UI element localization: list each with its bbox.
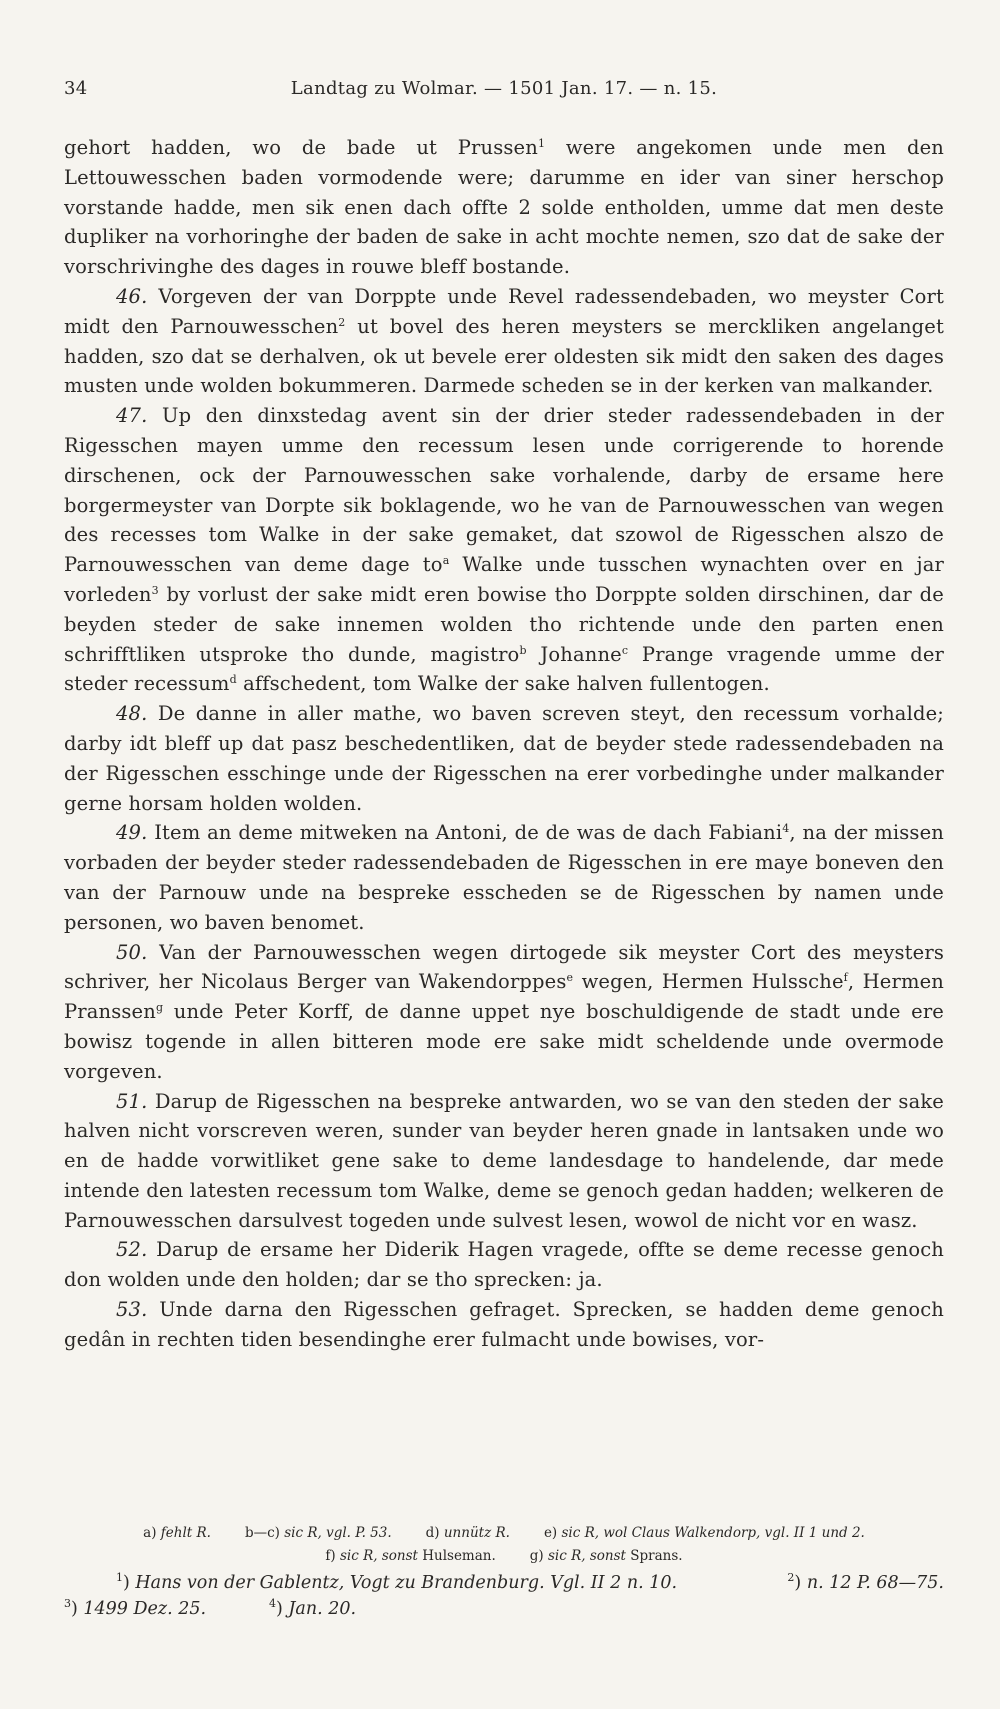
note-text: fehlt R. [160, 1525, 211, 1541]
paragraph-number: 51. [116, 1089, 148, 1113]
text: Unde darna den Rigesschen gefraget. Sprecken, se hadden deme genoch gedân in rechten tiden besendinghe erer fulmacht unde bowises, vor- [64, 1298, 944, 1351]
paragraph-continuation [64, 133, 944, 282]
paragraph-49 [64, 818, 944, 937]
text: Darup de Rigesschen na bespreke antwarden, wo se van den steden der sake halven nicht vorscreven weren, sunder van beyder heren gnade in lantsaken unde wo en de hadde vorwitliket gene sake to deme landesdage to handelende, dar mede intende den latesten recessum tom Walke, deme se genoch gedan hadden; welkeren de Parnouwesschen darsulvest togeden unde sulvest lesen, wowol de nicht vor en wasz. [64, 1089, 944, 1232]
note-label: f) [325, 1548, 336, 1564]
running-title: Landtag zu Wolmar. — 1501 Jan. 17. — n. 15. [290, 78, 718, 99]
footnotes [64, 1570, 944, 1622]
footnote-4: $^4$) Jan. 20. [269, 1597, 357, 1619]
text: , Hermen Pranssen [64, 970, 944, 1024]
text: Van der Parnouwesschen wegen dirtogede sik meyster Cort des meysters schriver, her Nicolaus Berger van Wakendorppes [64, 940, 944, 994]
paragraph-number: 46. [116, 284, 148, 308]
text: De danne in aller mathe, wo baven screven steyt, den recessum vorhalde; darby idt bleff up dat pasz beschedentliken, dat de beyder stede radessendebaden na der Rigesschen esschinge unde der Rigesschen na erer vorbedinghe under malkander gerne horsam holden wolden. [64, 702, 944, 815]
note-label: a) [143, 1525, 157, 1541]
footnote-2: $^2$) n. 12 P. 68—75. [787, 1571, 944, 1593]
note-label: e) [543, 1525, 558, 1541]
text: Prange vragende umme der steder recessum [64, 642, 944, 696]
text: , na der missen vorbaden der beyder steder radessendebaden de Rigesschen in ere maye boneven den van der Parnouw unde na bespreke esscheden se de Rigesschen by namen unde personen, wo baven benomet. [64, 821, 944, 934]
footnote-ref: 1 [537, 137, 546, 150]
footnote-3: $^3$) 1499 Dez. 25. [64, 1597, 207, 1619]
paragraph-46 [64, 282, 944, 401]
footnote-text: 1499 Dez. 25. [83, 1599, 207, 1619]
note-label: d) [425, 1525, 440, 1541]
footnote-label: 4 [269, 1597, 276, 1610]
text: Walke unde tusschen wynachten over en jar vorleden [64, 553, 945, 606]
note-text: Hulseman. [417, 1548, 496, 1564]
critical-apparatus [64, 1522, 944, 1568]
footnote-ref: d [229, 673, 237, 687]
footnote-ref: 2 [338, 315, 346, 329]
paragraph-50 [64, 938, 944, 1087]
note-text: Sprans. [625, 1548, 683, 1564]
footnote-1: $^1$) Hans von der Gablentz, Vogt zu Brandenburg. Vgl. II 2 n. 10. [116, 1571, 678, 1593]
text: Darup de ersame her Diderik Hagen vragede, offte se deme recesse genoch don wolden unde den holden; dar se tho sprecken: ja. [64, 1238, 944, 1292]
footnote-ref: 3 [151, 583, 159, 597]
footnotes-row-2 [64, 1596, 944, 1622]
text: wegen, Hermen Hulssche [573, 970, 844, 994]
paragraph-52 [64, 1235, 944, 1295]
footnotes-row-1 [64, 1570, 944, 1596]
paragraph-number: 50. [116, 940, 148, 964]
paragraph-number: 49. [116, 821, 148, 845]
text: gehort hadden, wo de bade ut Prussen [64, 136, 538, 159]
text: Item an deme mitweken na Antoni, de de was de dach Fabiani [147, 821, 783, 845]
footnote-ref: e [566, 971, 574, 985]
footnote-label: 1 [116, 1571, 123, 1584]
footnote-text: n. 12 P. 68—75. [806, 1573, 944, 1593]
footnote-label: 3 [64, 1597, 71, 1610]
footnote-ref: 4 [782, 822, 790, 836]
note-text: sic R, sonst [548, 1548, 626, 1564]
page-number: 34 [64, 78, 88, 99]
paragraph-47 [64, 401, 944, 699]
running-header [64, 78, 944, 104]
footnote-text: Jan. 20. [288, 1599, 357, 1619]
critical-notes-row-2 [64, 1545, 944, 1568]
paragraph-48 [64, 699, 944, 818]
paragraph-51 [64, 1087, 944, 1236]
footnote-ref: g [155, 1001, 164, 1015]
footnote-label: 2 [787, 1571, 795, 1584]
note-text: sic R, wol Claus Walkendorp, vgl. II 1 und 2. [561, 1525, 865, 1541]
footnote-text: Hans von der Gablentz, Vogt zu Brandenburg. Vgl. II 2 n. 10. [135, 1573, 678, 1593]
footnote-ref: f [843, 971, 848, 985]
footnote-ref: a [442, 554, 450, 568]
note-label: b—c) [244, 1525, 280, 1541]
text: Johanne [526, 642, 622, 666]
text: Vorgeven der van Dorppte unde Revel radessendebaden, wo meyster Cort midt den Parnouwesschen [64, 284, 944, 338]
text: by vorlust der sake midt eren bowise tho Dorppte solden dirschinen, dar de beyden steder de sake innemen wolden tho richtende unde den parten enen schrifftliken utsproke tho dunde, magistro [64, 582, 944, 666]
paragraph-53 [64, 1295, 944, 1355]
text: affschedent, tom Walke der sake halven fullentogen. [236, 672, 770, 696]
footnote-ref: c [621, 643, 629, 657]
paragraph-number: 47. [116, 404, 148, 428]
text: Up den dinxstedag avent sin der drier steder radessendebaden in der Rigesschen mayen umme den recessum lesen unde corrigerende to horende dirschenen, ock der Parnouwesschen sake vorhalende, darby de ersame here borgermeyster van Dorpte sik boklagende, wo he van de Parnouwesschen van wegen des recesses tom Walke in der sake gemaket, dat szowol de Rigesschen alszo de Parnouwesschen van deme dage to [64, 404, 944, 577]
paragraph-number: 52. [116, 1238, 148, 1262]
footnote-ref: b [519, 643, 527, 657]
note-text: sic R, sonst [339, 1548, 418, 1564]
note-text: sic R, vgl. P. 53. [284, 1525, 392, 1541]
critical-notes-row-1 [64, 1522, 944, 1545]
paragraph-number: 48. [116, 702, 148, 726]
text: unde Peter Korff, de danne uppet nye boschuldigende de stadt unde ere bowisz togende in allen bitteren mode ere sake midt scheldende unde overmode vorgeven. [64, 1000, 944, 1083]
text: were angekomen unde men den Lettouwesschen baden vormodende were; darumme en ider van siner herschop vorstande hadde, men sik enen dach offte 2 solde entholden, umme dat men deste dupliker na vorhoringhe der baden de sake in acht mochte nemen, szo dat de sake der vorschrivinghe des dages in rouwe bleff bostande. [64, 136, 944, 279]
main-text [64, 133, 944, 1355]
note-label: g) [529, 1548, 544, 1564]
note-text: unnütz R. [443, 1525, 510, 1541]
text: ut bovel des heren meysters se merckliken angelanget hadden, szo dat se derhalven, ok ut bevele erer oldesten sik midt den saken des dages musten unde wolden bokummeren. Darmede scheden se in der kerken van malkander. [64, 314, 944, 398]
paragraph-number: 53. [116, 1298, 148, 1322]
